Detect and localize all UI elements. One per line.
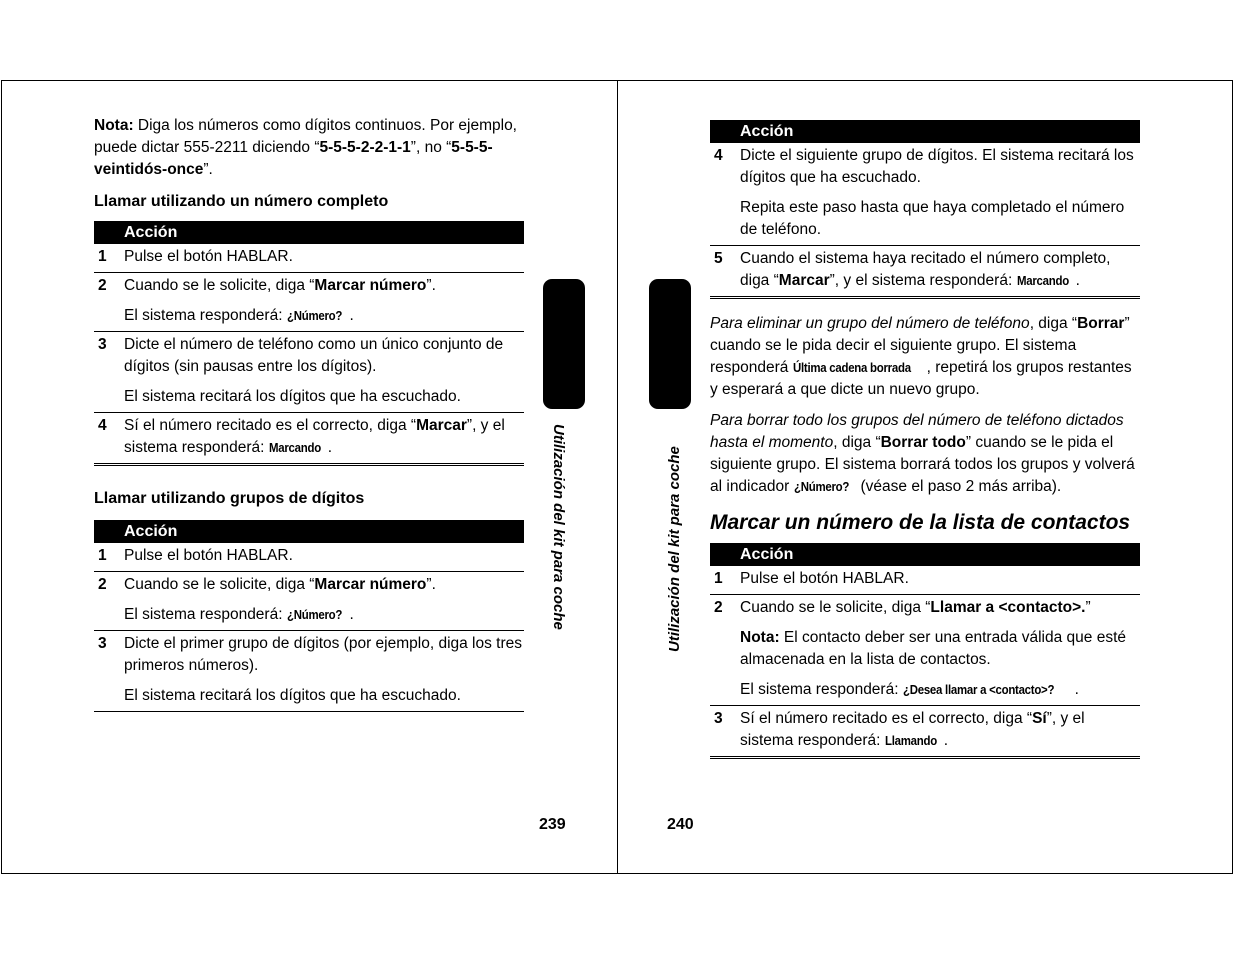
table-row: [710, 595, 1140, 706]
table-row: [94, 572, 524, 631]
step-text-part: El sistema responderá:: [740, 681, 903, 698]
step-text: [740, 143, 1140, 246]
system-prompt: ¿Número?: [286, 308, 342, 323]
step-text: [740, 706, 1140, 758]
page-divider: [617, 80, 618, 874]
table-header: Acción: [710, 120, 1140, 143]
section-heading: Llamar utilizando un número completo: [94, 193, 389, 210]
nota-label: Nota:: [94, 117, 134, 134]
step-text: [124, 273, 524, 332]
step-number: 1: [94, 244, 124, 273]
table-row: [94, 273, 524, 332]
system-prompt: Marcando: [1016, 273, 1069, 288]
step-number: 1: [710, 566, 740, 595]
step-text: [124, 572, 524, 631]
paragraph-italic: Para borrar todo los grupos del número de teléfono dictados hasta el momento: [710, 412, 1124, 451]
step-text-part: .: [1074, 681, 1079, 698]
step-text: [740, 595, 1140, 706]
step-text: [740, 246, 1140, 298]
step-text-part: .: [349, 307, 354, 324]
table-row: [710, 143, 1140, 246]
step-text-part: El sistema recitará los dígitos que ha escuchado.: [124, 687, 461, 704]
chapter-tab: [649, 279, 691, 409]
paragraph-text: ” cuando se le pida el siguiente grupo. El sistema borrará todos los grupos y volverá al indicador: [710, 434, 1135, 495]
system-prompt: ¿Número?: [793, 479, 849, 494]
step-text-part: Dicte el número de teléfono como un único conjunto de dígitos (sin pausas entre los dígitos).: [124, 336, 504, 375]
step-text-part: Dicte el primer grupo de dígitos (por ejemplo, diga los tres primeros números).: [124, 635, 523, 674]
table-row: [94, 543, 524, 572]
system-prompt: Última cadena borrada: [792, 360, 911, 375]
step-text-part: El sistema responderá:: [124, 307, 287, 324]
step-number: 3: [94, 631, 124, 712]
delete-group-paragraph: [710, 313, 1140, 401]
page-number: 240: [667, 816, 694, 833]
section-heading: Llamar utilizando grupos de dígitos: [94, 490, 365, 507]
step-number: 3: [710, 706, 740, 758]
paragraph-text: , diga “: [833, 434, 881, 451]
step-text-part: Sí el número recitado es el correcto, diga “: [740, 710, 1033, 727]
system-prompt: Marcando: [268, 440, 321, 455]
nota-example-1: 5-5-5-2-2-1-1: [319, 139, 411, 156]
paragraph-text: ” cuando se le pida decir el siguiente grupo. El sistema responderá: [710, 315, 1130, 376]
side-label: Utilización del kit para coche: [550, 424, 567, 630]
right-page-content: [710, 120, 1140, 759]
table-row: [94, 244, 524, 273]
step-text: Pulse el botón HABLAR.: [124, 244, 524, 273]
step-text: [124, 413, 524, 465]
step-text-part: ”.: [426, 277, 436, 294]
nota-text: ”, no “: [410, 139, 452, 156]
table-header: Acción: [94, 221, 524, 244]
action-table-digit-groups: [94, 520, 524, 712]
table-row: [94, 631, 524, 712]
system-prompt: Llamando: [884, 733, 937, 748]
step-text-part: .: [349, 606, 354, 623]
chapter-tab: [543, 279, 585, 409]
step-text-part: Repita este paso hasta que haya completado el número de teléfono.: [740, 199, 1125, 238]
table-row: [710, 246, 1140, 298]
step-text-part: .: [943, 732, 949, 749]
step-number: 2: [94, 572, 124, 631]
step-text: Pulse el botón HABLAR.: [124, 543, 524, 572]
action-table-continued: [710, 120, 1140, 299]
step-text-part: ”: [1085, 599, 1091, 616]
step-text-part: El sistema recitará los dígitos que ha escuchado.: [124, 388, 461, 405]
table-row: [94, 413, 524, 465]
step-text-part: Cuando se le solicite, diga “: [740, 599, 931, 616]
page-number: 239: [539, 816, 566, 833]
step-text-part: ”, y el sistema responderá:: [124, 417, 505, 456]
delete-all-paragraph: [710, 410, 1140, 498]
step-number: 2: [710, 595, 740, 706]
command: Llamar a <contacto>.: [930, 599, 1086, 616]
command: Marcar número: [314, 277, 427, 294]
section-heading: Marcar un número de la lista de contactos: [710, 511, 1131, 534]
nota-text: Diga los números como dígitos continuos. Por ejemplo, puede dictar 555-2211 diciendo “: [94, 117, 517, 156]
paragraph-text: , repetirá los grupos restantes y esperará a que dicte un nuevo grupo.: [710, 359, 1132, 398]
step-text-part: .: [327, 439, 333, 456]
table-row: [710, 566, 1140, 595]
step-text-part: ”.: [426, 576, 436, 593]
step-number: 1: [94, 543, 124, 572]
step-number: 3: [94, 332, 124, 413]
action-table-complete-number: [94, 221, 524, 466]
left-page-content: [94, 115, 524, 712]
step-text-part: El sistema responderá:: [124, 606, 287, 623]
table-header: Acción: [710, 543, 1140, 566]
table-row: [710, 706, 1140, 758]
command: Borrar: [1077, 315, 1125, 332]
nota-label: Nota:: [740, 629, 780, 646]
step-text-part: ”, y el sistema responderá:: [740, 710, 1085, 749]
nota-paragraph: [94, 115, 524, 181]
nota-example-2: 5-5-5-veintidós-once: [94, 139, 493, 178]
command: Marcar número: [314, 576, 427, 593]
paragraph-italic: Para eliminar un grupo del número de teléfono: [710, 315, 1030, 332]
step-text-part: Cuando se le solicite, diga “: [124, 277, 315, 294]
system-prompt: ¿Desea llamar a <contacto>?: [902, 682, 1055, 697]
step-text: [124, 631, 524, 712]
step-text-part: El contacto deber ser una entrada válida que esté almacenada en la lista de contactos.: [740, 629, 1127, 668]
step-text-part: ”, y el sistema responderá:: [829, 272, 1017, 289]
command: Marcar: [416, 417, 467, 434]
step-text: [124, 332, 524, 413]
step-text-part: Dicte el siguiente grupo de dígitos. El sistema recitará los dígitos que ha escuchado.: [740, 147, 1134, 186]
system-prompt: ¿Número?: [286, 607, 342, 622]
step-text: Pulse el botón HABLAR.: [740, 566, 1140, 595]
step-text-part: Cuando el sistema haya recitado el número completo, diga “: [740, 250, 1111, 289]
action-table-contacts: [710, 543, 1140, 759]
side-label: Utilización del kit para coche: [666, 446, 683, 652]
table-header: Acción: [94, 520, 524, 543]
command: Borrar todo: [880, 434, 966, 451]
paragraph-text: , diga “: [1029, 315, 1078, 332]
paragraph-text: (véase el paso 2 más arriba).: [856, 478, 1062, 495]
step-text-part: .: [1075, 272, 1080, 289]
step-number: 5: [710, 246, 740, 298]
command: Sí: [1032, 710, 1047, 727]
command: Marcar: [778, 272, 830, 289]
table-row: [94, 332, 524, 413]
step-number: 2: [94, 273, 124, 332]
step-number: 4: [710, 143, 740, 246]
step-number: 4: [94, 413, 124, 465]
nota-text: ”.: [203, 161, 213, 178]
step-text-part: Cuando se le solicite, diga “: [124, 576, 315, 593]
step-text-part: Sí el número recitado es el correcto, diga “: [124, 417, 417, 434]
